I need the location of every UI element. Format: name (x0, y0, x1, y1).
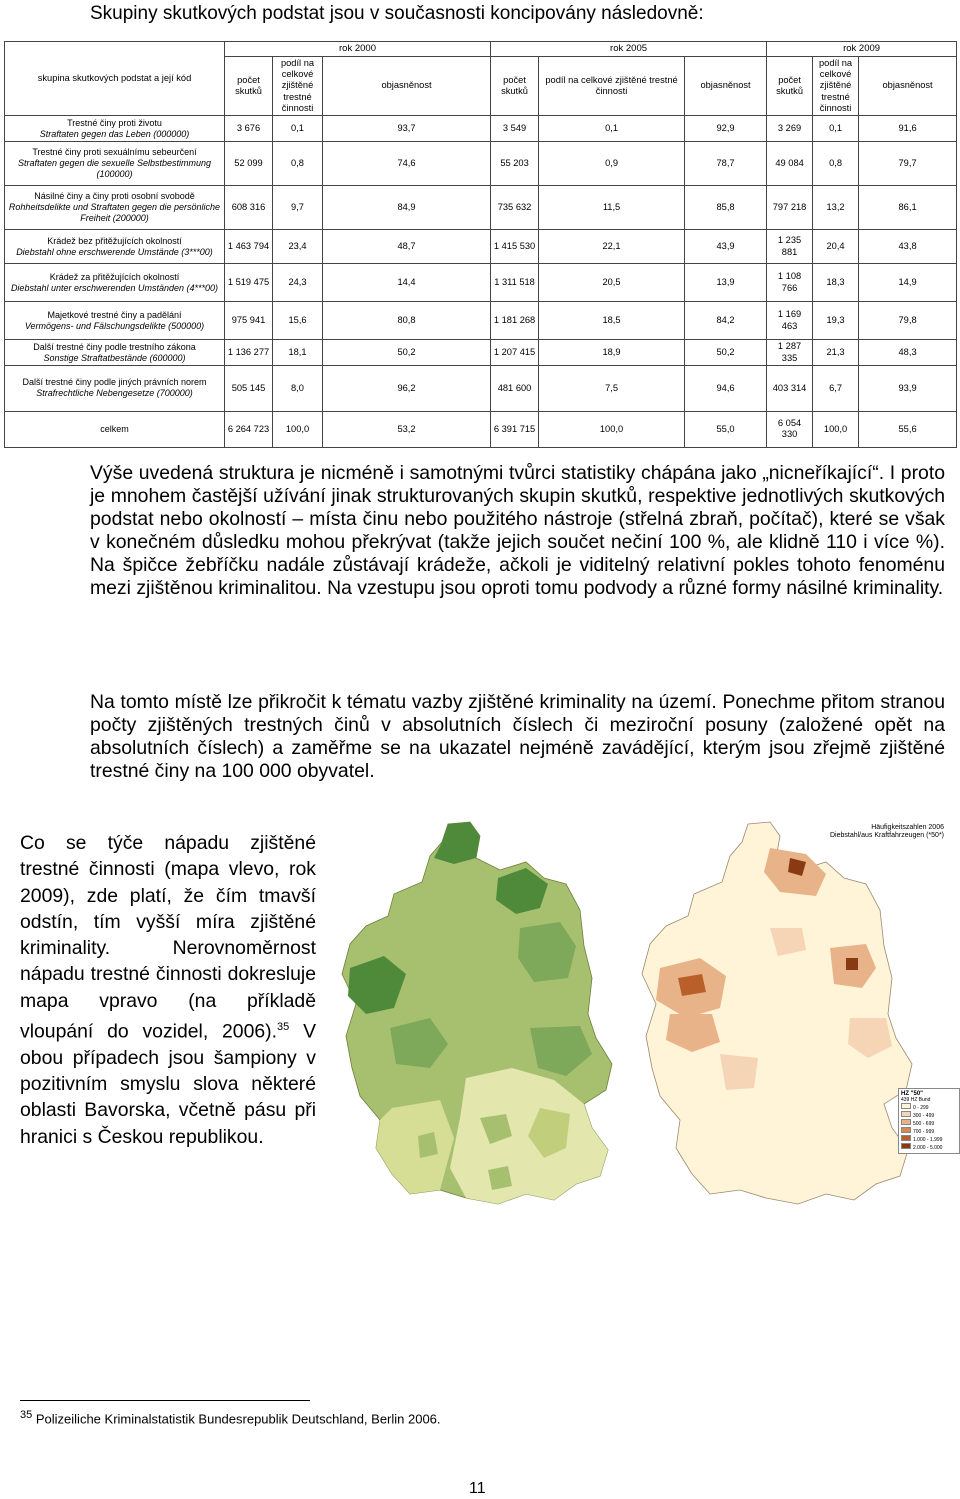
legend-item: 500 - 699 (901, 1119, 957, 1127)
value-cell: 55 203 (491, 142, 539, 186)
category-cell: Trestné činy proti sexuálnímu sebeurčení Straftaten gegen die sexuelle Selbstbestimmung (100000) (5, 142, 225, 186)
value-cell: 93,9 (859, 365, 957, 411)
category-cell: Další trestné činy podle trestního zákona Sonstige Straftatbestände (600000) (5, 340, 225, 366)
table-header-years (5, 42, 957, 57)
value-cell: 735 632 (491, 186, 539, 230)
value-cell: 975 941 (225, 302, 273, 340)
footnote: $^{35}$ Polizeiliche Kriminalstatistik Bundesrepublik Deutschland, Berlin 2006. (20, 1409, 441, 1427)
value-cell: 8,0 (273, 365, 323, 411)
value-cell: 23,4 (273, 230, 323, 264)
year-header: rok 2000 (225, 42, 491, 57)
sub-header: počet skutků (491, 56, 539, 116)
table-row (5, 302, 957, 340)
table-row (5, 340, 957, 366)
value-cell: 79,8 (859, 302, 957, 340)
value-cell: 50,2 (685, 340, 767, 366)
category-cell: celkem (5, 411, 225, 447)
value-cell: 43,9 (685, 230, 767, 264)
legend-item: 1.000 - 1.999 (901, 1135, 957, 1143)
crime-statistics-table (4, 41, 957, 448)
value-cell: 52 099 (225, 142, 273, 186)
category-cell: Majetkové trestné činy a padělání Vermögens- und Fälschungsdelikte (500000) (5, 302, 225, 340)
footnote-ref: 35 (277, 1021, 290, 1034)
table-row (5, 116, 957, 142)
category-cell: Krádež bez přitěžujících okolností Diebstahl ohne erschwerende Umstände (3***00) (5, 230, 225, 264)
sub-header: počet skutků (225, 56, 273, 116)
value-cell: 91,6 (859, 116, 957, 142)
value-cell: 1 415 530 (491, 230, 539, 264)
table-row (5, 264, 957, 302)
value-cell: 50,2 (323, 340, 491, 366)
value-cell: 3 549 (491, 116, 539, 142)
value-cell: 80,8 (323, 302, 491, 340)
value-cell: 18,5 (539, 302, 685, 340)
value-cell: 86,1 (859, 186, 957, 230)
value-cell: 1 181 268 (491, 302, 539, 340)
page-number: 11 (469, 1480, 486, 1497)
map2-subtitle: Diebstahl/aus Kraftfahrzeugen (*50*) (829, 832, 944, 839)
value-cell: 0,1 (539, 116, 685, 142)
value-cell: 96,2 (323, 365, 491, 411)
value-cell: 6 054 330 (767, 411, 813, 447)
germany-crime-map-2009 (330, 818, 626, 1208)
value-cell: 78,7 (685, 142, 767, 186)
value-cell: 84,9 (323, 186, 491, 230)
value-cell: 0,8 (273, 142, 323, 186)
value-cell: 403 314 (767, 365, 813, 411)
year-header: rok 2005 (491, 42, 767, 57)
value-cell: 93,7 (323, 116, 491, 142)
legend-item: 300 - 499 (901, 1111, 957, 1119)
column-header-group: skupina skutkových podstat a její kód (5, 42, 225, 116)
value-cell: 0,8 (813, 142, 859, 186)
value-cell: 84,2 (685, 302, 767, 340)
value-cell: 13,9 (685, 264, 767, 302)
value-cell: 0,9 (539, 142, 685, 186)
value-cell: 94,6 (685, 365, 767, 411)
value-cell: 55,0 (685, 411, 767, 447)
sub-header: podíl na celkové zjištěné trestné činnosti (539, 56, 685, 116)
value-cell: 1 136 277 (225, 340, 273, 366)
value-cell: 6,7 (813, 365, 859, 411)
map2-title: Häufigkeitszahlen 2006 (871, 824, 944, 831)
category-cell: Násilné činy a činy proti osobní svobodě Rohheitsdelikte und Straftaten gegen die persönliche Freiheit (200000) (5, 186, 225, 230)
table-row (5, 411, 957, 447)
value-cell: 0,1 (273, 116, 323, 142)
value-cell: 24,3 (273, 264, 323, 302)
table-row (5, 230, 957, 264)
value-cell: 14,4 (323, 264, 491, 302)
category-cell: Další trestné činy podle jiných právních norem Strafrechtliche Nebengesetze (700000) (5, 365, 225, 411)
value-cell: 1 463 794 (225, 230, 273, 264)
sub-header: objasněnost (323, 56, 491, 116)
value-cell: 18,1 (273, 340, 323, 366)
value-cell: 49 084 (767, 142, 813, 186)
value-cell: 3 676 (225, 116, 273, 142)
value-cell: 100,0 (813, 411, 859, 447)
sub-header: počet skutků (767, 56, 813, 116)
value-cell: 74,6 (323, 142, 491, 186)
category-cell: Krádež za přitěžujících okolností Diebstahl unter erschwerenden Umständen (4***00) (5, 264, 225, 302)
value-cell: 6 391 715 (491, 411, 539, 447)
paragraph-territory: Na tomto místě lze přikročit k tématu vazby zjištěné kriminality na území. Ponechme přitom stranou počty zjištěných trestných činů v absolutních číslech či meziroční posuny (založené opět na absolutních číslech) a zaměřme se na ukazatel nejméně zavádějící, kterým jsou zřejmě zjištěné trestné činy na 100 000 obyvatel. (90, 691, 945, 782)
sub-header: podíl na celkové zjištěné trestné činnosti (813, 56, 859, 116)
value-cell: 0,1 (813, 116, 859, 142)
value-cell: 608 316 (225, 186, 273, 230)
value-cell: 43,8 (859, 230, 957, 264)
value-cell: 100,0 (273, 411, 323, 447)
value-cell: 1 519 475 (225, 264, 273, 302)
legend-item: 700 - 999 (901, 1127, 957, 1135)
value-cell: 100,0 (539, 411, 685, 447)
value-cell: 48,3 (859, 340, 957, 366)
germany-car-theft-map-2006 (630, 818, 956, 1208)
table-row (5, 142, 957, 186)
value-cell: 18,3 (813, 264, 859, 302)
legend-item: 2.000 - 5.000 (901, 1143, 957, 1151)
value-cell: 53,2 (323, 411, 491, 447)
value-cell: 19,3 (813, 302, 859, 340)
value-cell: 1 287 335 (767, 340, 813, 366)
table-row (5, 186, 957, 230)
value-cell: 505 145 (225, 365, 273, 411)
sub-header: podíl na celkové zjištěné trestné činnosti (273, 56, 323, 116)
value-cell: 20,5 (539, 264, 685, 302)
value-cell: 1 311 518 (491, 264, 539, 302)
paragraph-structure: Výše uvedená struktura je nicméně i samotnými tvůrci statistiky chápána jako „nicneříkající“. I proto je mnohem častější užívání jinak strukturovaných skupin skutků, respektive jednotlivých skutkových podstat nebo okolností – místa činu nebo použitého nástroje (střelná zbraň, počítač), které se však v konečném důsledku mohou překrývat (takže jejich součet nečiní 100 %, ale klidně 110 i více %). Na špičce žebříčku nadále zůstávají krádeže, ačkoli je viditelný relativní pokles tohoto fenoménu mezi zjištěnou kriminalitou. Na vzestupu jsou oproti tomu podvody a různé formy násilné kriminality. (90, 462, 945, 599)
value-cell: 20,4 (813, 230, 859, 264)
value-cell: 14,9 (859, 264, 957, 302)
value-cell: 9,7 (273, 186, 323, 230)
value-cell: 13,2 (813, 186, 859, 230)
value-cell: 85,8 (685, 186, 767, 230)
map-description: Co se týče nápadu zjištěné trestné činnosti (mapa vlevo, rok 2009), zde platí, že čím tmavší odstín, tím vyšší míra zjištěné kriminality. Nerovnoměrnost nápadu trestné činnosti dokresluje mapa vpravo (na příkladě vloupání do vozidel, 2006).$^{35}$ V obou případech jsou šampiony v pozitivním smyslu slova některé oblasti Bavorska, včetně pásu při hranici s Českou republikou. (20, 832, 316, 1148)
value-cell: 79,7 (859, 142, 957, 186)
value-cell: 11,5 (539, 186, 685, 230)
table-row (5, 365, 957, 411)
value-cell: 55,6 (859, 411, 957, 447)
value-cell: 1 207 415 (491, 340, 539, 366)
value-cell: 1 169 463 (767, 302, 813, 340)
category-cell: Trestné činy proti životu Straftaten gegen das Leben (000000) (5, 116, 225, 142)
value-cell: 1 235 881 (767, 230, 813, 264)
page-heading: Skupiny skutkových podstat jsou v současnosti koncipovány následovně: (90, 3, 704, 24)
value-cell: 21,3 (813, 340, 859, 366)
sub-header: objasněnost (685, 56, 767, 116)
value-cell: 6 264 723 (225, 411, 273, 447)
value-cell: 481 600 (491, 365, 539, 411)
value-cell: 3 269 (767, 116, 813, 142)
value-cell: 7,5 (539, 365, 685, 411)
value-cell: 1 108 766 (767, 264, 813, 302)
value-cell: 15,6 (273, 302, 323, 340)
value-cell: 22,1 (539, 230, 685, 264)
year-header: rok 2009 (767, 42, 957, 57)
value-cell: 92,9 (685, 116, 767, 142)
value-cell: 18,9 (539, 340, 685, 366)
value-cell: 48,7 (323, 230, 491, 264)
map2-legend: HZ "50" 439 HZ Bund 0 - 299 300 - 499 500 - 699 700 - 999 1.000 - 1.999 2.000 - 5.000 (898, 1088, 960, 1154)
sub-header: objasněnost (859, 56, 957, 116)
footnote-separator (20, 1400, 310, 1401)
value-cell: 797 218 (767, 186, 813, 230)
legend-item: 0 - 299 (901, 1103, 957, 1111)
